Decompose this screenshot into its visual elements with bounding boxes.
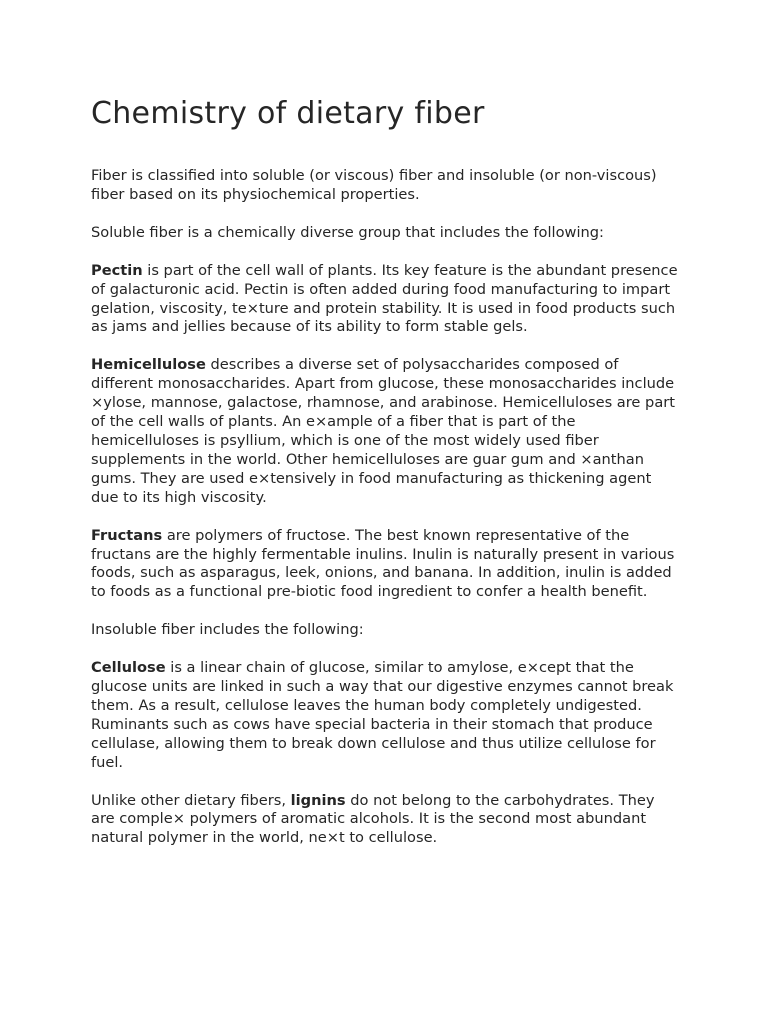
hemicellulose-paragraph [91, 356, 681, 507]
cellulose-paragraph [91, 659, 681, 772]
lignins-paragraph [91, 792, 681, 849]
soluble-heading: Soluble fiber is a chemically diverse group that includes the following: [91, 223, 604, 241]
pectin-term: Pectin [91, 261, 143, 279]
intro-paragraph: Fiber is classified into soluble (or viscous) fiber and insoluble (or non-viscous) fiber based on its physiochemical properties. [91, 167, 657, 203]
cellulose-term: Cellulose [91, 659, 166, 677]
pectin-text: is part of the cell wall of plants. Its key feature is the abundant presence of galacturonic acid. Pectin is often added during food manufacturing to impart gelation, viscosity, te×ture and protein stability. It is used in food products such as jams and jellies because of its ability to form stable gels. [91, 261, 678, 336]
lignins-term: lignins [290, 791, 346, 809]
lignins-text-before: Unlike other dietary fibers, [91, 791, 291, 809]
fructans-term: Fructans [91, 526, 163, 544]
page-title: Chemistry of dietary fiber [91, 96, 485, 131]
fructans-paragraph [91, 527, 681, 603]
lignins-text-after: do not belong to the carbohydrates. They are comple× polymers of aromatic alcohols. It is the second most abundant natural polymer in the world, ne×t to cellulose. [91, 791, 655, 847]
insoluble-heading: Insoluble fiber includes the following: [91, 621, 364, 639]
cellulose-text: is a linear chain of glucose, similar to amylose, e×cept that the glucose units are linked in such a way that our digestive enzymes cannot break them. As a result, cellulose leaves the human body completely undigested. Ruminants such as cows have special bacteria in their stomach that produce cellulase, allowing them to break down cellulose and thus utilize cellulose for fuel. [91, 659, 674, 771]
hemicellulose-term: Hemicellulose [91, 356, 206, 374]
document-page [91, 94, 681, 848]
hemicellulose-text: describes a diverse set of polysaccharides composed of different monosaccharides. Apart from glucose, these monosaccharides include ×ylose, mannose, galactose, rhamnose, and arabinose. Hemicelluloses are part of the cell walls of plants. An e×ample of a fiber that is part of the hemicelluloses is psyllium, which is one of the most widely used fiber supplements in the world. Other hemicelluloses are guar gum and ×anthan gums. They are used e×tensively in food manufacturing as thickening agent due to its high viscosity. [91, 356, 675, 506]
fructans-text: are polymers of fructose. The best known representative of the fructans are the highly fermentable inulins. Inulin is naturally present in various foods, such as asparagus, leek, onions, and banana. In addition, inulin is added to foods as a functional pre-biotic food ingredient to confer a health benefit. [91, 526, 675, 601]
pectin-paragraph [91, 262, 681, 338]
